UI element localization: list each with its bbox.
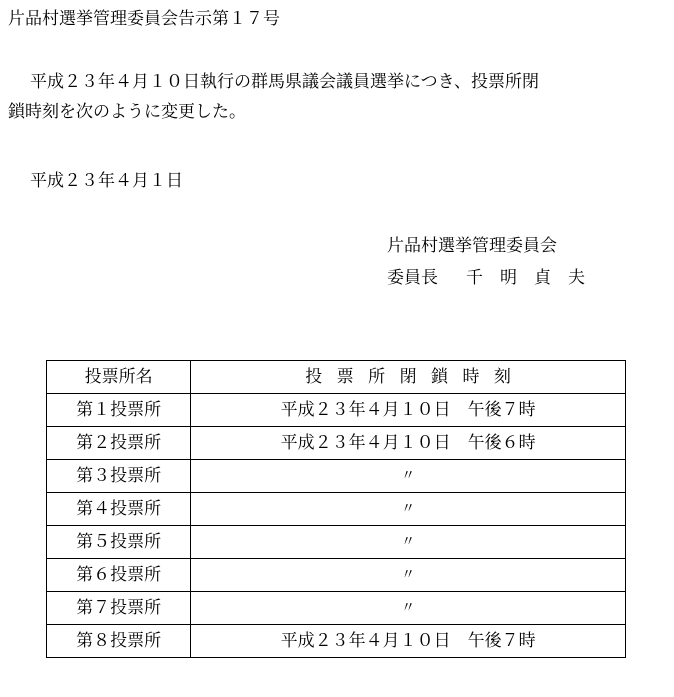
polling-closing-time-table: [46, 360, 626, 658]
polling-place-cell: 第７投票所: [47, 592, 191, 625]
table-row: [47, 394, 626, 427]
table-header-row: [47, 361, 626, 394]
table-row: [47, 427, 626, 460]
issuer-organization: 片品村選挙管理委員会: [387, 236, 557, 256]
table-row: [47, 559, 626, 592]
notice-title: 片品村選挙管理委員会告示第１７号: [8, 9, 280, 29]
table-row: [47, 526, 626, 559]
header-closing-time: 投票所閉鎖時刻: [191, 361, 626, 394]
closing-time-cell: 平成２３年４月１０日 午後６時: [191, 427, 626, 460]
table-row: [47, 625, 626, 658]
closing-time-cell: 平成２３年４月１０日 午後７時: [191, 394, 626, 427]
polling-place-cell: 第３投票所: [47, 460, 191, 493]
polling-place-cell: 第６投票所: [47, 559, 191, 592]
issuer-position: 委員長: [387, 268, 438, 288]
table-row: [47, 493, 626, 526]
polling-place-cell: 第５投票所: [47, 526, 191, 559]
polling-place-cell: 第８投票所: [47, 625, 191, 658]
polling-place-cell: 第２投票所: [47, 427, 191, 460]
notice-date: 平成２３年４月１日: [30, 171, 183, 191]
notice-body-line-2: 鎖時刻を次のように変更した。: [8, 102, 246, 122]
polling-place-cell: 第１投票所: [47, 394, 191, 427]
closing-time-ditto: 〃: [191, 592, 626, 625]
notice-body-line-1: 平成２３年４月１０日執行の群馬県議会議員選挙につき、投票所閉: [30, 72, 539, 92]
table-row: [47, 592, 626, 625]
closing-time-cell: 平成２３年４月１０日 午後７時: [191, 625, 626, 658]
issuer-person: [387, 267, 585, 289]
closing-time-ditto: 〃: [191, 559, 626, 592]
closing-time-ditto: 〃: [191, 526, 626, 559]
polling-place-cell: 第４投票所: [47, 493, 191, 526]
issuer-name: 千 明 貞 夫: [466, 268, 585, 288]
table-row: [47, 460, 626, 493]
header-polling-place: 投票所名: [47, 361, 191, 394]
closing-time-ditto: 〃: [191, 460, 626, 493]
closing-time-ditto: 〃: [191, 493, 626, 526]
